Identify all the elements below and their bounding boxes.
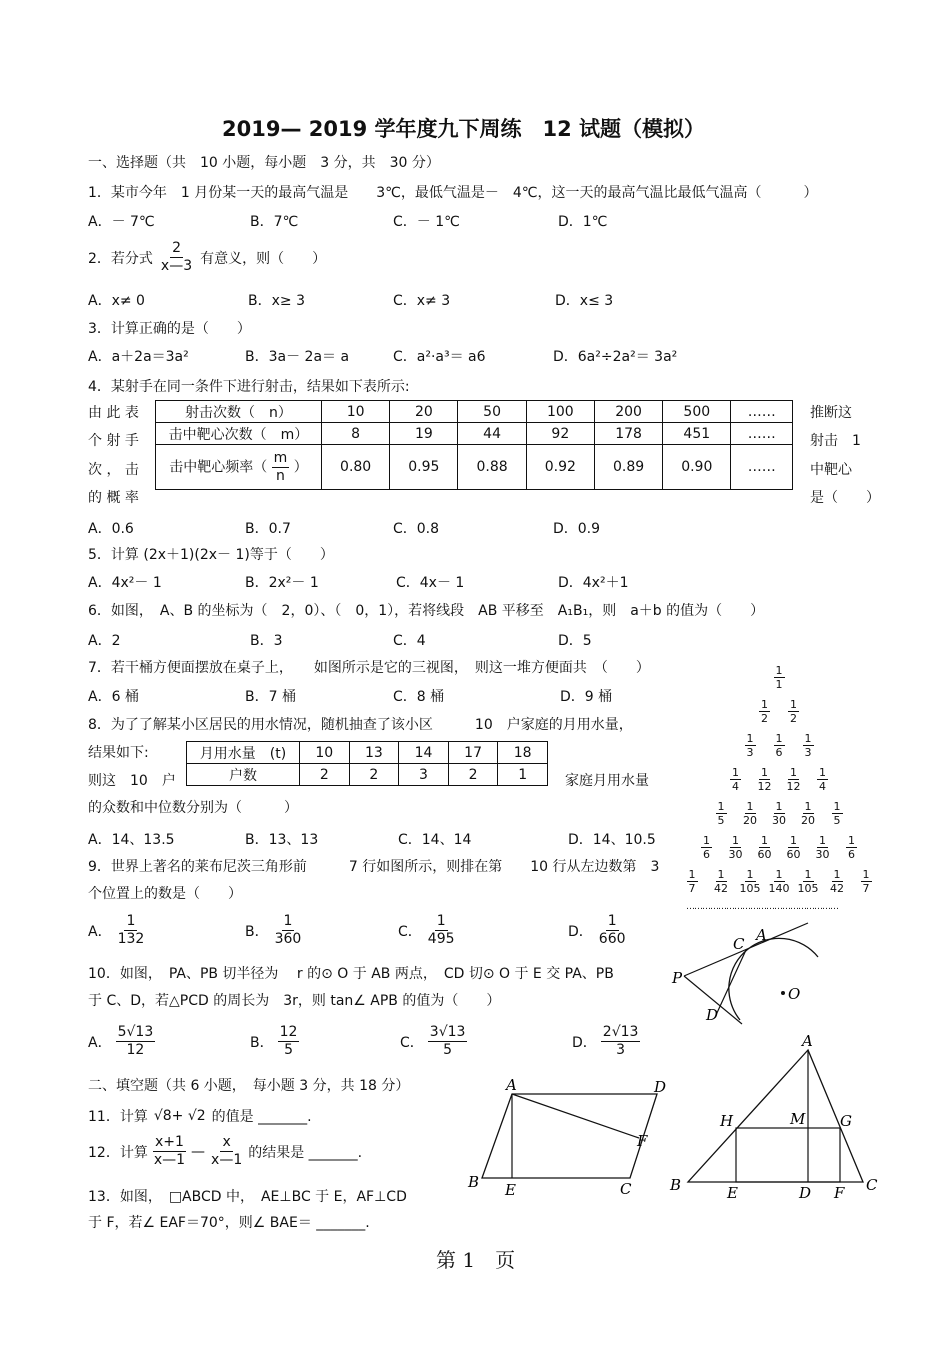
q10-option-b-label: B． [250,1034,274,1051]
frac-den: 2 [761,712,768,725]
q9-option-a [88,913,146,948]
frac-num: 1 [283,913,293,929]
q10-option-b-fraction [278,1024,300,1059]
label-d: D [654,1078,667,1096]
triangle-fraction [796,732,820,759]
frac-den: 12 [126,1042,145,1058]
q8-option-c: C．14、14 [398,832,472,848]
q7-option-b: B．7 桶 [245,689,296,705]
question-10-stem: 10．如图， PA、PB 切半径为 r 的⊙ O 于 AB 两点， CD 切⊙ O 于 E 交 PA、PB [88,966,614,982]
freq-fraction [272,450,290,485]
triangle-fraction [767,800,791,827]
q10-option-d-label: D． [572,1034,597,1051]
label-e: E [505,1181,516,1199]
table-cell: 17 [448,742,498,764]
q2-prefix: 2．若分式 [88,250,153,267]
triangle-fraction [782,834,806,861]
question-9-stem: 9．世界上著名的莱布尼茨三角形前 7 行如图所示，则排在第 10 行从左边数第 3 [88,859,660,875]
triangle-fraction [767,868,791,895]
frac-num: 1 [761,698,768,711]
question-11 [88,1106,312,1126]
table-cell: 10 [322,401,390,423]
table-cell: 0.90 [663,445,731,490]
question-7-stem: 7．若干桶方便面摆放在桌子上， 如图所示是它的三视图， 则这一堆方便面共 （ ） [88,660,650,676]
frac-den: 30 [815,848,830,861]
q8-line-3: 则这 10 户 [88,773,176,789]
q4-left-text-4: 的 概 率 [88,490,139,506]
table-cell: 19 [390,423,458,445]
question-3-stem: 3．计算正确的是（ ） [88,321,251,337]
q9-option-a-fraction [116,913,147,948]
frac-den: 140 [768,882,790,895]
q1-option-b: B．7℃ [250,214,299,230]
q9-option-c-fraction [426,913,457,948]
q9-line-2: 个位置上的数是（ ） [88,886,242,902]
triangle-fraction [695,834,719,861]
table-cell: …… [731,401,793,423]
table-row [187,742,548,764]
q9-option-c-label: C． [398,923,422,940]
triangle-ellipsis: ………………………………………………… [686,902,838,912]
frac-den: 5 [833,814,841,827]
table-cell: 0.89 [594,445,662,490]
table-cell: 2 [448,764,498,786]
label-c: C [620,1180,632,1198]
frac-num: 1 [804,732,812,745]
triangle-fraction [709,800,733,827]
triangle-fraction [811,766,835,793]
frac-num: 1 [790,698,797,711]
q6-option-c: C．4 [393,633,426,649]
frac-num: 5√13 [117,1024,154,1040]
table-row [156,445,793,490]
section-heading-fill: 二、填空题（共 6 小题， 每小题 3 分，共 18 分） [88,1078,410,1094]
q2-suffix: 有意义，则（ ） [200,250,327,267]
q2-option-c: C．x≠ 3 [393,293,451,309]
q10-option-d [572,1024,640,1059]
q9-option-d-fraction [597,913,628,948]
table-cell: 1 [498,764,548,786]
frac-num: 1 [126,913,136,929]
triangle-fraction [753,698,777,725]
q5-option-d: D．4x²＋1 [558,575,629,591]
label-h: H [720,1112,734,1130]
frac-num: 1 [775,868,783,881]
q6-option-a: A．2 [88,633,121,649]
circle-tangent-figure [668,920,828,1030]
q10-line-2: 于 C、D，若△PCD 的周长为 3r，则 tan∠ APB 的值为（ ） [88,993,501,1009]
triangle-fraction [796,868,820,895]
frac-den: 660 [598,931,626,947]
q2-option-b: B．x≥ 3 [248,293,305,309]
label-p: P [672,969,683,987]
page-number: 第 1 页 [436,1248,516,1272]
question-5-stem: 5．计算 (2x＋1)(2x－ 1)等于（ ） [88,547,334,563]
q11-expression: √8+ √2 [153,1108,206,1124]
triangle-fraction [724,766,748,793]
frac-num: 1 [732,766,739,779]
frac-num: 1 [775,664,783,677]
question-13-stem: 13．如图， □ABCD 中， AE⊥BC 于 E，AF⊥CD [88,1189,407,1205]
q4-right-text-3: 中靶心 [810,462,852,478]
section-heading-choice: 一、选择题（共 10 小题，每小题 3 分，共 30 分） [88,155,440,171]
table-cell: 14 [399,742,449,764]
frac-num: 1 [775,800,783,813]
frac-den: 12 [786,780,801,793]
table-cell: 92 [526,423,594,445]
frac-num: 1 [732,834,739,847]
q2-denominator: x—3 [160,258,193,274]
table-cell: 3 [399,764,449,786]
table-row [187,764,548,786]
q12-prefix: 12．计算 [88,1144,148,1161]
frac-den: 5 [717,814,725,827]
frac-den: 42 [714,882,728,895]
table-cell: 200 [594,401,662,423]
frac-num: 12 [279,1024,298,1040]
frac-den: 495 [427,931,455,947]
table-cell: 178 [594,423,662,445]
triangle-fraction [738,732,762,759]
q10-option-a-label: A． [88,1034,112,1051]
freq-denominator: n [276,467,285,484]
table-cell: 0.95 [390,445,458,490]
page-title: 2019— 2019 学年度九下周练 12 试题（模拟） [222,117,706,141]
frac-den: 7 [688,882,696,895]
frac-num: 1 [804,868,812,881]
triangle-fraction [767,732,791,759]
table-cell: 20 [390,401,458,423]
segment-af [512,1094,639,1138]
frac-den: x—1 [211,1152,243,1168]
frac-num: 1 [790,766,797,779]
frac-den: 5 [443,1042,453,1058]
frac-den: 4 [732,780,739,793]
q12-minus: — [191,1143,206,1160]
question-12 [88,1134,362,1169]
frac-den: 105 [797,882,819,895]
q9-option-b [245,913,303,948]
q3-option-a: A．a＋2a＝3a² [88,349,189,365]
frac-num: 2√13 [602,1024,639,1040]
label-a: A [802,1032,813,1050]
q7-option-a: A．6 桶 [88,689,139,705]
q8-line-3b: 家庭月用水量 [565,773,649,789]
frac-den: 6 [703,848,710,861]
q4-left-text-2: 个 射 手 [88,433,139,449]
frac-num: 1 [819,834,826,847]
frac-den: 30 [772,814,786,827]
q10-option-a-fraction [116,1024,156,1059]
table-cell: 100 [526,401,594,423]
q5-option-c: C．4x－ 1 [396,575,465,591]
q1-option-a: A．－ 7℃ [88,214,155,230]
frac-den: 60 [786,848,801,861]
table-cell-frequency-label [156,445,322,490]
table-cell: 8 [322,423,390,445]
q9-option-c [398,913,457,948]
frac-den: 6 [848,848,855,861]
q10-option-b [250,1024,299,1059]
frac-den: 105 [739,882,761,895]
q1-option-c: C．－ 1℃ [393,214,460,230]
label-m: M [790,1110,806,1128]
q10-option-d-fraction [601,1024,641,1059]
q3-option-c: C．a²·a³＝ a6 [393,349,486,365]
label-c: C [733,935,745,953]
q2-option-a: A．x≠ 0 [88,293,145,309]
q8-option-a: A．14、13.5 [88,832,175,848]
triangle-fraction [825,800,849,827]
q2-fraction [159,240,194,275]
frac-den: 7 [862,882,870,895]
table-cell: 击中靶心次数（ m） [156,423,322,445]
parallelogram-abcd [482,1094,657,1178]
triangle-fraction [796,800,820,827]
triangle-fraction [782,698,806,725]
label-d: D [706,1006,719,1024]
frac-num: 1 [862,868,870,881]
triangle-abc [688,1050,863,1182]
table-cell: 451 [663,423,731,445]
label-b: B [468,1173,480,1191]
triangle-fraction [825,868,849,895]
frac-den: 4 [819,780,826,793]
question-6-stem: 6．如图， A、B 的坐标为（ 2，0）、（ 0，1），若将线段 AB 平移至 A₁B₁，则 a＋b 的值为（ ） [88,603,765,619]
triangle-fraction [753,766,777,793]
frac-num: 1 [746,732,754,745]
q9-option-d [568,913,628,948]
label-b: B [670,1176,682,1194]
table-row [156,423,793,445]
q6-option-b: B．3 [250,633,283,649]
label-o: O [788,985,801,1003]
triangle-fraction [811,834,835,861]
q7-option-d: D．9 桶 [560,689,613,705]
q5-option-b: B．2x²－ 1 [245,575,319,591]
frac-den: x—1 [153,1152,186,1168]
label-f: F [637,1132,648,1150]
q4-option-b: B．0.7 [245,521,291,537]
question-8-stem: 8．为了了解某小区居民的用水情况，随机抽查了该小区 10 户家庭的月用水量， [88,717,633,733]
center-point [781,991,785,995]
q9-option-b-fraction [273,913,304,948]
q8-line-4: 的众数和中位数分别为（ ） [88,800,298,816]
table-cell: 10 [300,742,350,764]
frac-num: 1 [717,800,725,813]
frac-den: 1 [775,678,783,691]
table-cell: 500 [663,401,731,423]
frac-num: 1 [688,868,696,881]
frac-den: 30 [728,848,743,861]
q4-left-text-3: 次 ， 击 [88,462,139,478]
q12-fraction-1 [152,1134,187,1169]
frac-den: 42 [830,882,844,895]
frac-num: 1 [746,800,754,813]
table-cell: 18 [498,742,548,764]
q4-option-a: A．0.6 [88,521,134,537]
q6-option-d: D．5 [558,633,592,649]
table-cell: 0.80 [322,445,390,490]
label-a: A [506,1076,517,1094]
table-cell: 2 [349,764,399,786]
q8-line-2: 结果如下: [88,745,149,761]
frac-num: 1 [848,834,855,847]
q4-option-d: D．0.9 [553,521,601,537]
frac-num: 1 [607,913,617,929]
frac-den: 12 [757,780,772,793]
table-cell: 0.88 [458,445,526,490]
q12-fraction-2 [209,1134,244,1169]
frac-num: 1 [790,834,797,847]
triangle-fraction [767,664,791,691]
frac-den: 20 [801,814,815,827]
table-cell: …… [731,423,793,445]
q4-shooting-table [155,400,793,490]
freq-numerator: m [273,449,288,466]
parallelogram-figure [462,1074,672,1204]
frac-num: 1 [436,913,446,929]
frac-num: x [222,1134,231,1150]
frac-num: 1 [746,868,754,881]
frac-num: 1 [761,766,768,779]
q4-left-text-1: 由 此 表 [88,405,139,421]
frac-num: 1 [819,766,826,779]
q5-option-a: A．4x²－ 1 [88,575,162,591]
frac-num: 1 [717,868,725,881]
label-c: C [866,1176,878,1194]
table-cell: 射击次数（ n） [156,401,322,423]
triangle-rectangle-figure [668,1030,883,1205]
triangle-fraction [782,766,806,793]
question-4-stem: 4．某射手在同一条件下进行射击，结果如下表所示: [88,379,410,395]
triangle-fraction [709,868,733,895]
frac-den: 5 [284,1042,293,1058]
q11-suffix: 的值是 _______. [211,1109,312,1125]
frac-num: 1 [804,800,812,813]
q2-option-d: D．x≤ 3 [555,293,614,309]
q4-right-text-1: 推断这 [810,405,852,421]
frac-den: 360 [274,931,302,947]
label-f: F [834,1184,845,1202]
frac-den: 6 [775,746,783,759]
freq-close: ） [293,459,308,475]
q10-option-c-label: C． [400,1034,424,1051]
frac-den: 60 [757,848,772,861]
frac-den: 3 [616,1042,626,1058]
q9-option-d-label: D． [568,923,593,940]
q2-numerator: 2 [172,240,181,256]
table-cell: 户数 [187,764,300,786]
q4-option-c: C．0.8 [393,521,440,537]
frac-den: 132 [117,931,145,947]
triangle-fraction [840,834,864,861]
q9-option-a-label: A． [88,923,112,940]
question-2-stem [88,240,326,275]
q3-option-d: D．6a²÷2a²＝ 3a² [553,349,678,365]
q10-option-c [400,1024,467,1059]
triangle-fraction [680,868,704,895]
triangle-fraction [738,800,762,827]
table-cell: 2 [300,764,350,786]
frac-num: 1 [775,732,783,745]
q12-suffix: 的结果是 _______. [248,1144,363,1161]
tangent-pa [684,923,808,976]
triangle-fraction [738,868,762,895]
label-d: D [799,1184,812,1202]
table-row [156,401,793,423]
label-e: E [727,1184,738,1202]
q8-water-table [186,741,548,786]
triangle-fraction [854,868,878,895]
question-1-stem: 1．某市今年 1 月份某一天的最高气温是 3℃，最低气温是－ 4℃，这一天的最高气温比最低气温高（ ） [88,185,818,201]
q10-option-a [88,1024,155,1059]
frac-den: 20 [743,814,757,827]
triangle-fraction [753,834,777,861]
q13-line-2: 于 F，若∠ EAF＝70°，则∠ BAE＝ _______. [88,1215,370,1231]
q7-option-c: C．8 桶 [393,689,445,705]
q8-option-b: B．13、13 [245,832,319,848]
frac-den: 3 [804,746,812,759]
q3-option-b: B．3a－ 2a＝ a [245,349,350,365]
table-cell: 44 [458,423,526,445]
q9-option-b-label: B． [245,923,269,940]
table-cell: 13 [349,742,399,764]
table-cell: 50 [458,401,526,423]
q11-prefix: 11．计算 [88,1109,148,1125]
frac-den: 3 [746,746,754,759]
frac-num: 1 [833,868,841,881]
rectangle-hefg [736,1128,840,1182]
frac-num: 1 [703,834,710,847]
frac-num: x+1 [154,1134,184,1150]
frac-den: 2 [790,712,797,725]
frac-num: 3√13 [429,1024,466,1040]
label-a: A [756,926,767,944]
q4-right-text-2: 射击 1 [810,433,861,449]
leibniz-triangle-figure [683,664,883,914]
q1-option-d: D．1℃ [558,214,608,230]
table-cell: 0.92 [526,445,594,490]
table-cell: …… [731,445,793,490]
q4-right-text-4: 是（ ） [810,490,880,506]
frac-num: 1 [761,834,768,847]
label-g: G [840,1112,852,1130]
q10-option-c-fraction [428,1024,468,1059]
triangle-fraction [724,834,748,861]
q8-option-d: D．14、10.5 [568,832,656,848]
freq-label-text: 击中靶心频率（ [169,459,268,475]
table-cell: 月用水量 (t) [187,742,300,764]
frac-num: 1 [833,800,841,813]
